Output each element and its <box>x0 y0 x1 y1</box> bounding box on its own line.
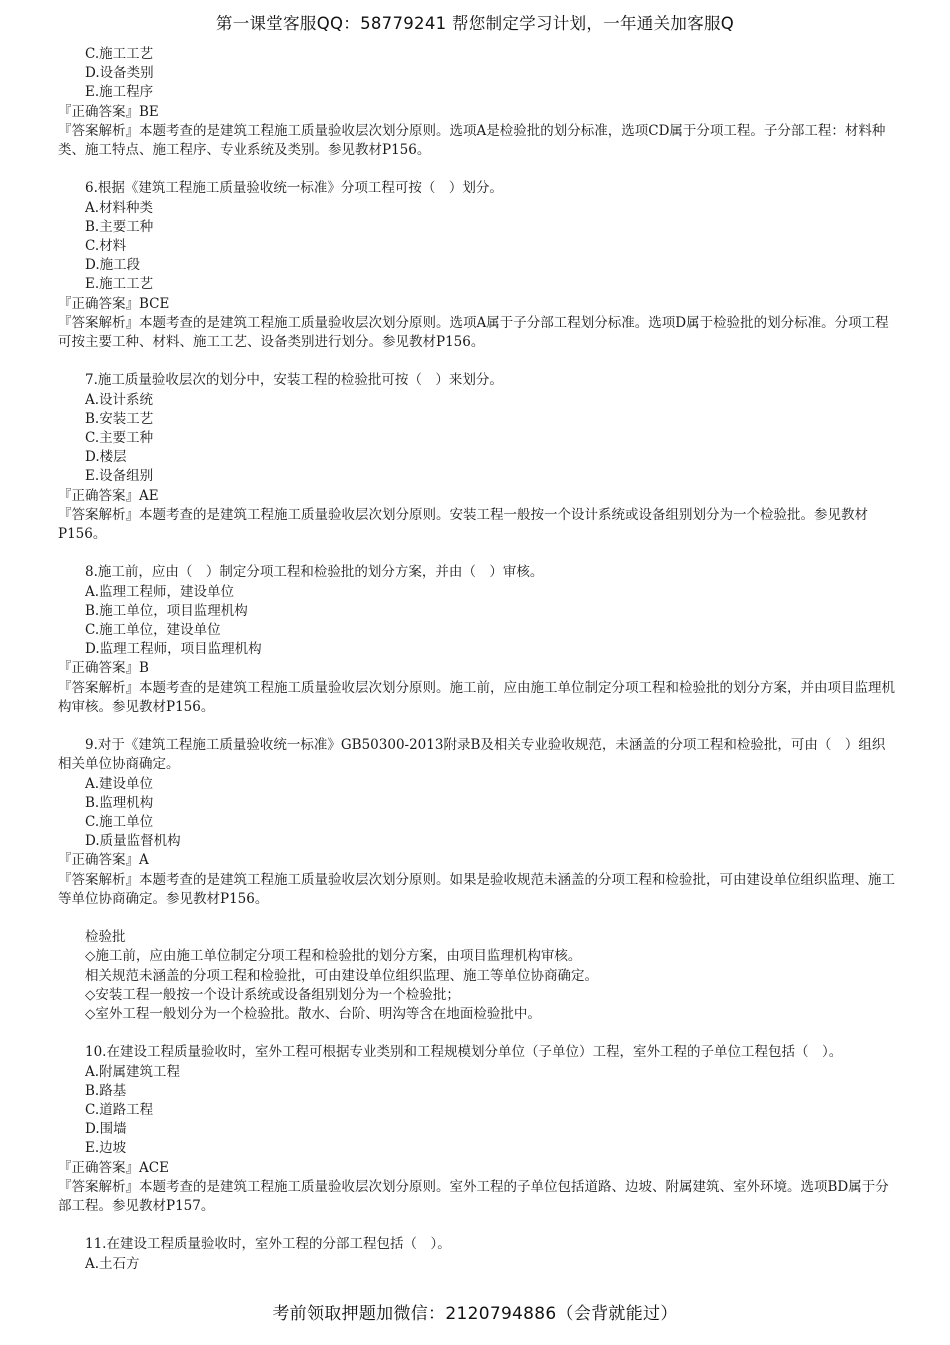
answer-analysis: 『答案解析』本题考查的是建筑工程施工质量验收层次划分原则。如果是验收规范未涵盖的分项工程和检验批，可由建设单位组织监理、施工等单位协商确定。参见教材P156。 <box>58 871 895 907</box>
answer-analysis: 『答案解析』本题考查的是建筑工程施工质量验收层次划分原则。选项A属于子分部工程划分标准。选项D属于检验批的划分标准。分项工程可按主要工种、材料、施工工艺、设备类别进行划分。参见教材P156。 <box>58 314 889 351</box>
option-d: D.监理工程师，项目监理机构 <box>85 641 262 658</box>
option-e: E.设备组别 <box>85 468 154 485</box>
option-e: E.施工程序 <box>85 84 154 101</box>
option-a: A.土石方 <box>85 1255 140 1272</box>
correct-answer: 『正确答案』AE <box>58 487 159 504</box>
notes-block <box>58 928 898 1024</box>
option-a: A.建设单位 <box>85 775 154 792</box>
question-text: 6.根据《建筑工程施工质量验收统一标准》分项工程可按（ ）划分。 <box>85 180 503 197</box>
option-a: A.监理工程师，建设单位 <box>85 583 235 600</box>
option-b: B.主要工种 <box>85 218 154 235</box>
question-text: 7.施工质量验收层次的划分中，安装工程的检验批可按（ ）来划分。 <box>85 372 503 389</box>
notes-line: ◇安装工程一般按一个设计系统或设备组别划分为一个检验批； <box>85 986 460 1003</box>
option-c: C.主要工种 <box>85 430 154 447</box>
option-c: C.施工单位，建设单位 <box>85 622 221 639</box>
option-d: D.围墙 <box>85 1121 127 1138</box>
answer-analysis: 『答案解析』本题考查的是建筑工程施工质量验收层次划分原则。施工前，应由施工单位制定分项工程和检验批的划分方案，并由项目监理机构审核。参见教材P156。 <box>58 679 895 715</box>
option-d: D.设备类别 <box>85 65 154 82</box>
option-e: E.边坡 <box>85 1140 127 1157</box>
option-a: A.设计系统 <box>85 391 154 408</box>
option-b: B.路基 <box>85 1082 127 1099</box>
question-10 <box>58 1043 898 1216</box>
option-c: C.施工单位 <box>85 814 154 831</box>
header-banner: 第一课堂客服QQ：58779241 帮您制定学习计划，一年通关加客服Q <box>215 14 735 33</box>
correct-answer: 『正确答案』BE <box>58 103 159 120</box>
answer-analysis: 『答案解析』本题考查的是建筑工程施工质量验收层次划分原则。安装工程一般按一个设计系统或设备组别划分为一个检验批。参见教材P156。 <box>58 506 868 543</box>
option-d: D.施工段 <box>85 257 141 274</box>
correct-answer: 『正确答案』BCE <box>58 295 170 312</box>
option-e: E.施工工艺 <box>85 276 154 293</box>
question-text: 9.对于《建筑工程施工质量验收统一标准》GB50300-2013附录B及相关专业验收规范，未涵盖的分项工程和检验批，可由（ ）组织相关单位协商确定。 <box>58 737 886 773</box>
option-c: C.施工工艺 <box>85 46 154 62</box>
option-d: D.楼层 <box>85 449 127 466</box>
option-c: C.材料 <box>85 238 127 255</box>
option-b: B.安装工艺 <box>85 410 154 427</box>
notes-line: ◇室外工程一般划分为一个检验批。散水、台阶、明沟等含在地面检验批中。 <box>85 1006 541 1023</box>
correct-answer: 『正确答案』ACE <box>58 1159 169 1176</box>
question-11 <box>58 1235 898 1273</box>
option-a: A.材料种类 <box>85 199 154 216</box>
answer-analysis: 『答案解析』本题考查的是建筑工程施工质量验收层次划分原则。室外工程的子单位包括道路、边坡、附属建筑、室外环境。选项BD属于分部工程。参见教材P157。 <box>58 1178 889 1215</box>
notes-line: 相关规范未涵盖的分项工程和检验批，可由建设单位组织监理、施工等单位协商确定。 <box>85 967 598 984</box>
question-6 <box>58 179 898 352</box>
correct-answer: 『正确答案』A <box>58 852 149 869</box>
option-a: A.附属建筑工程 <box>85 1063 181 1080</box>
option-d: D.质量监督机构 <box>85 833 181 850</box>
question-9 <box>58 736 898 909</box>
question-7 <box>58 371 898 544</box>
question-8 <box>58 563 898 717</box>
question-5 <box>58 45 898 160</box>
answer-analysis: 『答案解析』本题考查的是建筑工程施工质量验收层次划分原则。选项A是检验批的划分标准，选项CD属于分项工程。子分部工程：材料种类、施工特点、施工程序、专业系统及类别。参见教材P156。 <box>58 122 886 159</box>
option-c: C.道路工程 <box>85 1102 154 1119</box>
option-b: B.施工单位，项目监理机构 <box>85 602 248 619</box>
footer-banner: 考前领取押题加微信：2120794886（会背就能过） <box>272 1304 678 1324</box>
option-b: B.监理机构 <box>85 794 154 811</box>
notes-line: ◇施工前，应由施工单位制定分项工程和检验批的划分方案，由项目监理机构审核。 <box>85 948 582 965</box>
question-text: 11.在建设工程质量验收时，室外工程的分部工程包括（ ）。 <box>85 1236 451 1253</box>
question-text: 8.施工前，应由（ ）制定分项工程和检验批的划分方案，并由（ ）审核。 <box>85 564 544 581</box>
notes-title: 检验批 <box>85 929 126 946</box>
document-body <box>58 45 898 1274</box>
correct-answer: 『正确答案』B <box>58 660 149 677</box>
question-text: 10.在建设工程质量验收时，室外工程可根据专业类别和工程规模划分单位（子单位）工程，室外工程的子单位工程包括（ ）。 <box>85 1044 843 1061</box>
